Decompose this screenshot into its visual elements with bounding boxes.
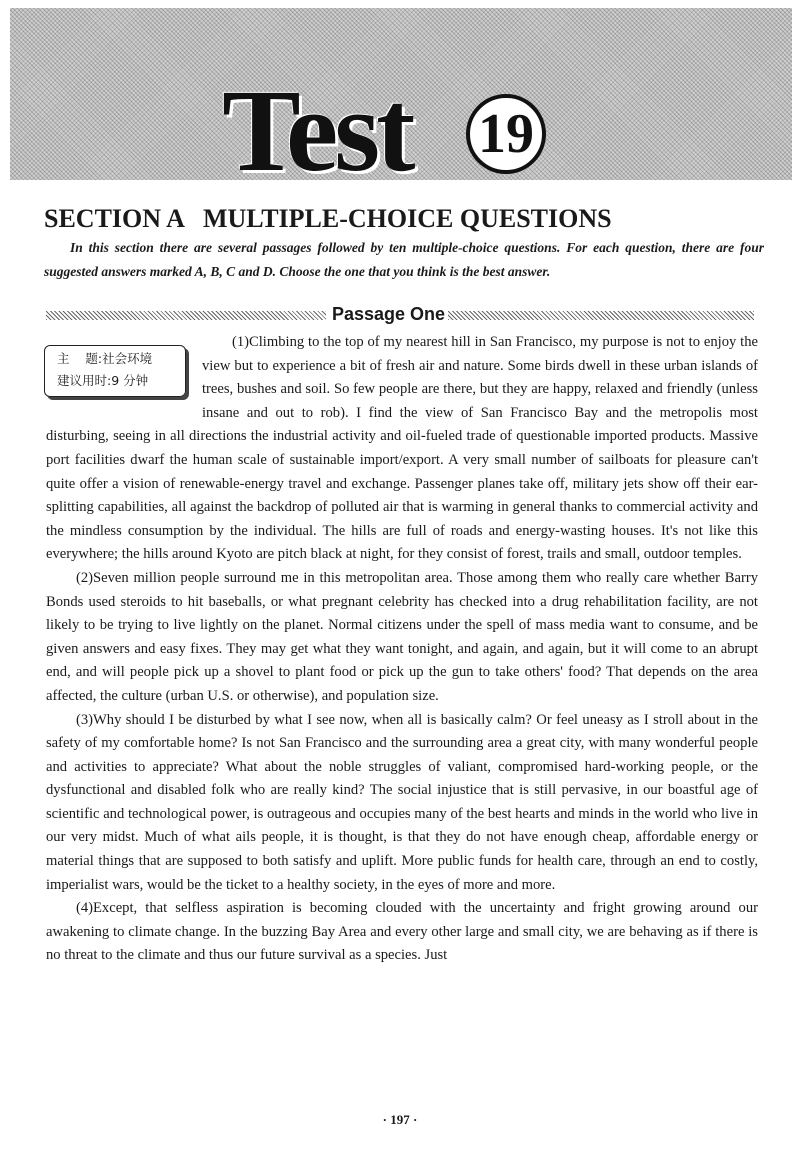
divider-left-hatch [46,311,326,320]
test-title: Test [222,65,412,196]
info-topic: 主 题:社会环境 [57,351,153,366]
instructions-text: In this section there are several passages followed by ten multiple-choice questions. For each question, there are four suggested answers marked A, B, C and D. Choose the one that you think is the best answer. [44,240,764,279]
divider-right-hatch [448,311,754,320]
paragraph-4: (4)Except, that selfless aspiration is becoming clouded with the uncertainty and fright growing around our awakening to climate change. In the buzzing Bay Area and every other large and small city, we are behaving as if there is no threat to the climate and thus our future survival as a species. Just [46,900,758,964]
section-instructions [44,236,764,284]
paragraph-1: (1)Climbing to the top of my nearest hill in San Francisco, my purpose is not to enjoy the view but to experience a bit of fresh air and nature. Some birds dwell in these urban islands of trees, bushes and soil. So few people are there, but they are happy, relaxed and friendly (unless insane and out to rob). I find the view of San Francisco Bay and the metropolis most disturbing, seeing in all directions the industrial activity and oil-fueled trade of questionable imported products. Massive port facilities dwarf the human scale of sustainable import/export. A very small number of sailboats for pleasure can't quite offer a vision of renewable-energy travel and exchange. Passenger planes take off, military jets show off their ear-splitting capabilities, all against the backdrop of polluted air that is warming in general thanks to commercial activity and the mindless consumption by the individual. The hills are full of roads and energy-wasting houses. It's not like this everywhere; the hills around Kyoto are pitch black at night, for they consist of forest, trails and small, outdoor temples. [46,334,758,563]
page-number: · 197 · [382,1112,418,1127]
passage-heading: Passage One [332,304,446,324]
section-title: SECTION A MULTIPLE-CHOICE QUESTIONS [44,204,612,233]
test-number-badge: 19 [466,94,546,174]
info-suggested-time: 建议用时:9 分钟 [57,373,149,388]
passage-body [46,331,758,968]
paragraph-2: (2)Seven million people surround me in this metropolitan area. Those among them who really care whether Barry Bonds used steroids to hit baseballs, or what pregnant celebrity has checked into a drug rehabilitation facility, are not likely to be trying to live lightly on the planet. Normal citizens under the spell of mass media want to consume, and be given answers and easy fixes. They may get what they want tonight, and again, and again, but it will come to an abrupt end, and will people pick up a shovel to plant food or pick up the gun to take others' food? That depends on the area affected, the culture (urban U.S. or otherwise), and population size. [46,569,758,704]
paragraph-3: (3)Why should I be disturbed by what I see now, when all is basically calm? Or feel uneasy as I stroll about in the safety of my comfortable home? Is not San Francisco and the surrounding area a great city, with many wonderful people and activities to appreciate? What about the noble struggles of valiant, compromised hard-working people, or the dysfunctional and disabled folk who are really kind? The social injustice that is still pervasive, in our boastful age of scientific and technological power, is outrageous and occupies many of the best hearts and minds in the world who live in our very midst. Much of what ails people, it is thought, is that they do not have enough cheap, affordable energy or material things that are supposed to both satisfy and uplift. More public funds for health care, through an end to costly, imperialist wars, would be the ticket to a healthy society, in the eyes of more and more. [46,711,758,893]
